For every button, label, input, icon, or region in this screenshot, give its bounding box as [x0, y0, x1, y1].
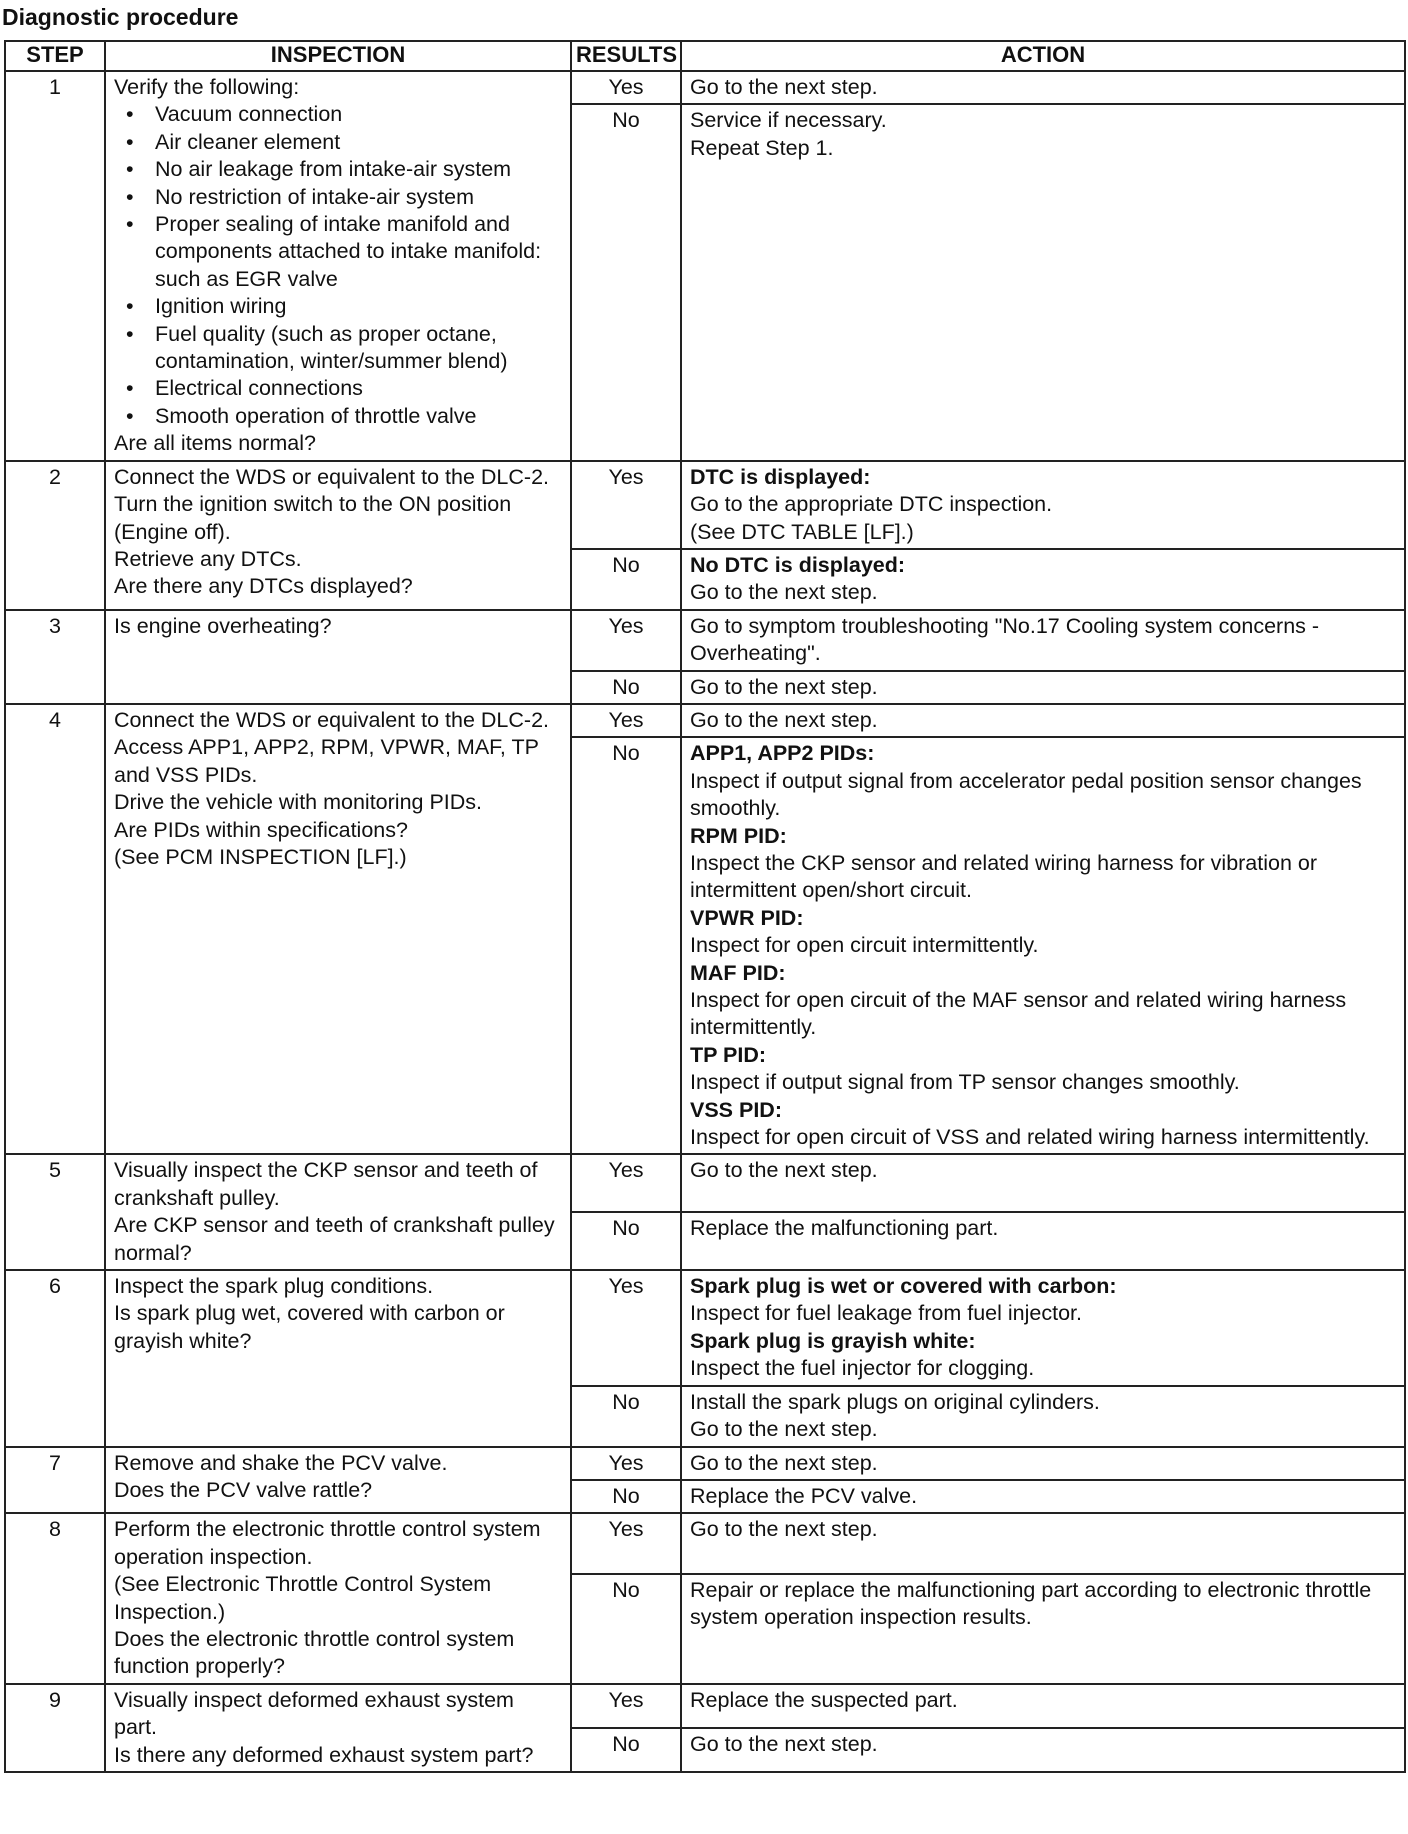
pid-heading: VPWR PID: — [690, 905, 804, 930]
action-heading: No DTC is displayed: — [690, 552, 906, 577]
verify-list — [114, 101, 562, 430]
pid-text: Inspect for open circuit of VSS and related wiring harness intermittently. — [690, 1125, 1370, 1150]
inspection-question: Are PIDs within specifications? — [114, 817, 408, 842]
step-number: 2 — [5, 461, 105, 610]
action-line: Go to the next step. — [690, 1517, 878, 1542]
result-no: No — [571, 1728, 681, 1772]
result-yes: Yes — [571, 461, 681, 549]
list-item: • Vacuum connection — [114, 101, 562, 128]
inspection-line: Perform the electronic throttle control system operation inspection. — [114, 1517, 541, 1569]
header-inspection: INSPECTION — [105, 41, 571, 71]
inspection-question: Is engine overheating? — [114, 613, 332, 638]
list-item: • No restriction of intake-air system — [114, 184, 562, 211]
step-1 — [5, 71, 1405, 461]
action-line: Replace the malfunctioning part. — [690, 1216, 999, 1241]
action-no — [681, 671, 1405, 704]
action-no — [681, 1212, 1405, 1270]
action-line: Go to the next step. — [690, 75, 878, 99]
inspection-line: Verify the following: — [114, 75, 300, 99]
condition-text: Inspect the fuel injector for clogging. — [690, 1356, 1035, 1381]
inspection-line: (See PCM INSPECTION [LF].) — [114, 844, 407, 869]
step-inspection — [105, 704, 571, 1155]
list-item: • Proper sealing of intake manifold and components attached to intake manifold: such as EGR valve — [114, 211, 562, 293]
step-inspection — [105, 1270, 571, 1446]
action-line: Go to the next step. — [690, 1158, 878, 1183]
header-results: RESULTS — [571, 41, 681, 71]
inspection-line: Visually inspect deformed exhaust system part. — [114, 1687, 514, 1740]
step-4-yes-row — [5, 704, 1405, 737]
pid-text: Inspect if output signal from accelerator pedal position sensor changes smoothly. — [690, 768, 1362, 821]
action-line: Go to the next step. — [690, 707, 878, 732]
action-line: (See DTC TABLE [LF].) — [690, 519, 914, 544]
step-2-yes-row — [5, 461, 1405, 549]
result-yes: Yes — [571, 610, 681, 671]
action-yes — [681, 71, 1405, 104]
step-number: 4 — [5, 704, 105, 1155]
step-inspection — [105, 1447, 571, 1514]
step-number: 1 — [5, 71, 105, 461]
step-3-yes-row — [5, 610, 1405, 671]
list-item: • Air cleaner element — [114, 129, 562, 156]
list-item: • No air leakage from intake-air system — [114, 156, 562, 183]
inspection-question: Is spark plug wet, covered with carbon or grayish white? — [114, 1301, 505, 1353]
step-7 — [5, 1447, 1405, 1514]
action-line: Go to symptom troubleshooting "No.17 Cooling system concerns - Overheating". — [690, 613, 1320, 666]
step-7-yes-row — [5, 1447, 1405, 1480]
result-no: No — [571, 1574, 681, 1684]
inspection-line: Drive the vehicle with monitoring PIDs. — [114, 790, 483, 815]
step-1-yes-row — [5, 71, 1405, 104]
diagnostic-procedure-table — [4, 40, 1406, 1773]
step-number: 9 — [5, 1684, 105, 1772]
result-yes: Yes — [571, 1513, 681, 1573]
step-8-yes-row — [5, 1513, 1405, 1573]
pid-heading: VSS PID: — [690, 1097, 782, 1122]
list-item: • Smooth operation of throttle valve — [114, 403, 562, 430]
action-no — [681, 1480, 1405, 1513]
result-yes: Yes — [571, 1684, 681, 1728]
pid-text: Inspect the CKP sensor and related wiring harness for vibration or intermittent open/short circuit. — [690, 850, 1318, 903]
step-4 — [5, 704, 1405, 1155]
step-8 — [5, 1513, 1405, 1683]
result-yes: Yes — [571, 71, 681, 104]
action-no — [681, 1574, 1405, 1684]
action-yes — [681, 1154, 1405, 1212]
step-inspection — [105, 71, 571, 461]
step-number: 3 — [5, 610, 105, 704]
action-line: Go to the appropriate DTC inspection. — [690, 492, 1053, 517]
step-number: 6 — [5, 1270, 105, 1446]
inspection-line: Access APP1, APP2, RPM, VPWR, MAF, TP and VSS PIDs. — [114, 735, 539, 787]
action-no — [681, 1386, 1405, 1447]
inspection-question: Are all items normal? — [114, 431, 316, 456]
result-no: No — [571, 737, 681, 1154]
action-line: Repeat Step 1. — [690, 135, 834, 160]
action-line: Go to the next step. — [690, 674, 878, 699]
inspection-line: (See Electronic Throttle Control System Inspection.) — [114, 1572, 492, 1624]
condition-text: Inspect for fuel leakage from fuel injector. — [690, 1301, 1082, 1326]
header-step: STEP — [5, 41, 105, 71]
step-inspection — [105, 1513, 571, 1683]
action-line: Go to the next step. — [690, 1450, 878, 1475]
inspection-question: Does the PCV valve rattle? — [114, 1477, 373, 1502]
action-line: Replace the PCV valve. — [690, 1483, 918, 1508]
step-5-yes-row — [5, 1154, 1405, 1212]
step-inspection — [105, 1684, 571, 1772]
inspection-line: Retrieve any DTCs. — [114, 546, 302, 571]
inspection-line: Connect the WDS or equivalent to the DLC-2. — [114, 707, 549, 732]
action-line: Install the spark plugs on original cylinders. — [690, 1389, 1100, 1414]
action-yes — [681, 1270, 1405, 1386]
inspection-question: Does the electronic throttle control system function properly? — [114, 1626, 515, 1679]
step-number: 5 — [5, 1154, 105, 1270]
inspection-line: Visually inspect the CKP sensor and teeth of crankshaft pulley. — [114, 1158, 538, 1210]
action-yes — [681, 461, 1405, 549]
action-yes — [681, 1447, 1405, 1480]
pid-text: Inspect for open circuit intermittently. — [690, 933, 1039, 958]
inspection-question: Are there any DTCs displayed? — [114, 574, 413, 599]
inspection-question: Are CKP sensor and teeth of crankshaft pulley normal? — [114, 1213, 555, 1265]
step-2 — [5, 461, 1405, 610]
result-no: No — [571, 549, 681, 610]
step-9-yes-row — [5, 1684, 1405, 1728]
pid-heading: TP PID: — [690, 1042, 767, 1067]
inspection-question: Is there any deformed exhaust system part? — [114, 1742, 534, 1767]
action-line: Go to the next step. — [690, 1417, 878, 1442]
action-line: Service if necessary. — [690, 108, 887, 133]
header-action: ACTION — [681, 41, 1405, 71]
result-yes: Yes — [571, 704, 681, 737]
action-no — [681, 737, 1405, 1154]
condition-heading: Spark plug is grayish white: — [690, 1328, 976, 1353]
list-item: • Electrical connections — [114, 375, 562, 402]
step-inspection — [105, 610, 571, 704]
action-line: Go to the next step. — [690, 580, 878, 605]
pid-heading: RPM PID: — [690, 823, 787, 848]
action-no — [681, 104, 1405, 460]
inspection-line: Inspect the spark plug conditions. — [114, 1274, 434, 1299]
header-row — [5, 41, 1405, 71]
step-6 — [5, 1270, 1405, 1446]
step-9 — [5, 1684, 1405, 1772]
result-yes: Yes — [571, 1154, 681, 1212]
step-5 — [5, 1154, 1405, 1270]
action-heading: DTC is displayed: — [690, 464, 871, 489]
action-no — [681, 1728, 1405, 1772]
list-item: • Ignition wiring — [114, 293, 562, 320]
action-yes — [681, 1684, 1405, 1728]
action-yes — [681, 610, 1405, 671]
step-6-yes-row — [5, 1270, 1405, 1386]
result-no: No — [571, 104, 681, 460]
result-no: No — [571, 671, 681, 704]
condition-heading: Spark plug is wet or covered with carbon: — [690, 1274, 1117, 1299]
inspection-line: Turn the ignition switch to the ON position (Engine off). — [114, 492, 512, 544]
pid-heading: MAF PID: — [690, 960, 786, 985]
pid-heading: APP1, APP2 PIDs: — [690, 741, 875, 766]
action-line: Go to the next step. — [690, 1731, 878, 1756]
pid-text: Inspect for open circuit of the MAF sensor and related wiring harness intermittently. — [690, 988, 1347, 1040]
result-no: No — [571, 1386, 681, 1447]
result-yes: Yes — [571, 1447, 681, 1480]
pid-text: Inspect if output signal from TP sensor changes smoothly. — [690, 1070, 1240, 1095]
document-title: Diagnostic procedure — [2, 4, 239, 30]
step-number: 7 — [5, 1447, 105, 1514]
step-inspection — [105, 1154, 571, 1270]
step-number: 8 — [5, 1513, 105, 1683]
action-yes — [681, 704, 1405, 737]
action-no — [681, 549, 1405, 610]
list-item: • Fuel quality (such as proper octane, contamination, winter/summer blend) — [114, 321, 562, 376]
action-yes — [681, 1513, 1405, 1573]
action-line: Repair or replace the malfunctioning part according to electronic throttle system operation inspection results. — [690, 1577, 1372, 1630]
result-no: No — [571, 1480, 681, 1513]
action-line: Replace the suspected part. — [690, 1687, 958, 1712]
inspection-line: Connect the WDS or equivalent to the DLC-2. — [114, 464, 549, 489]
step-inspection — [105, 461, 571, 610]
step-3 — [5, 610, 1405, 704]
result-no: No — [571, 1212, 681, 1270]
inspection-line: Remove and shake the PCV valve. — [114, 1450, 448, 1475]
result-yes: Yes — [571, 1270, 681, 1386]
